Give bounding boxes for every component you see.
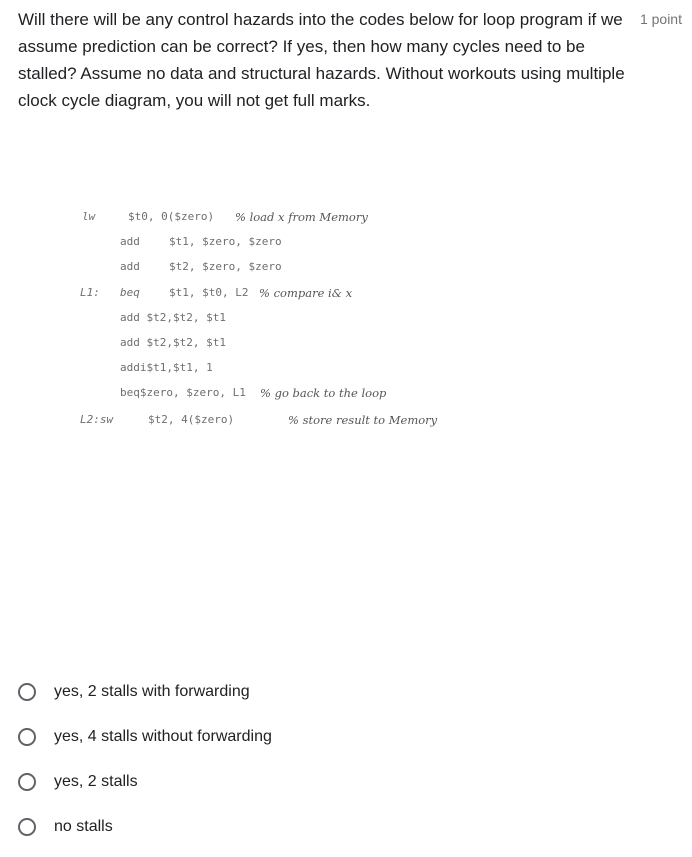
code-args: $t1, $zero, $zero bbox=[169, 235, 282, 248]
code-line bbox=[78, 286, 353, 302]
code-args: $t1, $t0, L2 bbox=[169, 286, 249, 299]
radio-button[interactable] bbox=[18, 773, 36, 791]
code-line bbox=[78, 235, 282, 251]
code-label: L1: bbox=[80, 286, 100, 299]
code-label: L2:sw bbox=[80, 413, 114, 426]
code-line bbox=[78, 260, 282, 276]
code-line bbox=[78, 386, 387, 402]
question-text: Will there will be any control hazards into the codes below for loop program if we assume prediction can be correct? If yes, then how many cycles need to be stalled? Assume no data and structural hazards. Without workouts using multiple clock cycle diagram, you will not get full marks. bbox=[18, 10, 625, 110]
answer-options bbox=[18, 669, 618, 849]
code-args: $t2, $zero, $zero bbox=[169, 260, 282, 273]
code-op: add $t2,$t2, $t1 bbox=[120, 311, 226, 324]
option-1[interactable] bbox=[18, 669, 618, 714]
radio-button[interactable] bbox=[18, 728, 36, 746]
option-label[interactable]: no stalls bbox=[54, 817, 113, 835]
code-comment: % load x from Memory bbox=[235, 210, 368, 224]
code-op: $t0, 0($zero) bbox=[128, 210, 215, 223]
option-2[interactable] bbox=[18, 714, 618, 759]
option-label[interactable]: yes, 2 stalls bbox=[54, 772, 138, 790]
code-op: add bbox=[120, 235, 140, 248]
points-badge: 1 point bbox=[639, 11, 682, 27]
code-comment: % compare i& x bbox=[259, 286, 353, 300]
code-line bbox=[78, 311, 226, 327]
code-image bbox=[78, 205, 438, 435]
code-op: addi$t1,$t1, 1 bbox=[120, 361, 213, 374]
radio-button[interactable] bbox=[18, 683, 36, 701]
radio-button[interactable] bbox=[18, 818, 36, 836]
option-label[interactable]: yes, 2 stalls with forwarding bbox=[54, 682, 250, 700]
code-comment: % go back to the loop bbox=[260, 386, 387, 400]
code-op: $t2, 4($zero) bbox=[148, 413, 235, 426]
code-op: beq$zero, $zero, L1 bbox=[120, 386, 246, 399]
code-line bbox=[78, 361, 213, 377]
option-3[interactable] bbox=[18, 759, 618, 804]
code-line bbox=[78, 413, 438, 429]
code-line bbox=[78, 336, 226, 352]
code-line bbox=[78, 210, 368, 226]
code-op: add $t2,$t2, $t1 bbox=[120, 336, 226, 349]
code-op: add bbox=[120, 260, 140, 273]
option-4[interactable] bbox=[18, 804, 618, 849]
code-label: lw bbox=[82, 210, 96, 223]
option-label[interactable]: yes, 4 stalls without forwarding bbox=[54, 727, 272, 745]
code-op: beq bbox=[120, 286, 140, 299]
code-comment: % store result to Memory bbox=[288, 413, 438, 427]
